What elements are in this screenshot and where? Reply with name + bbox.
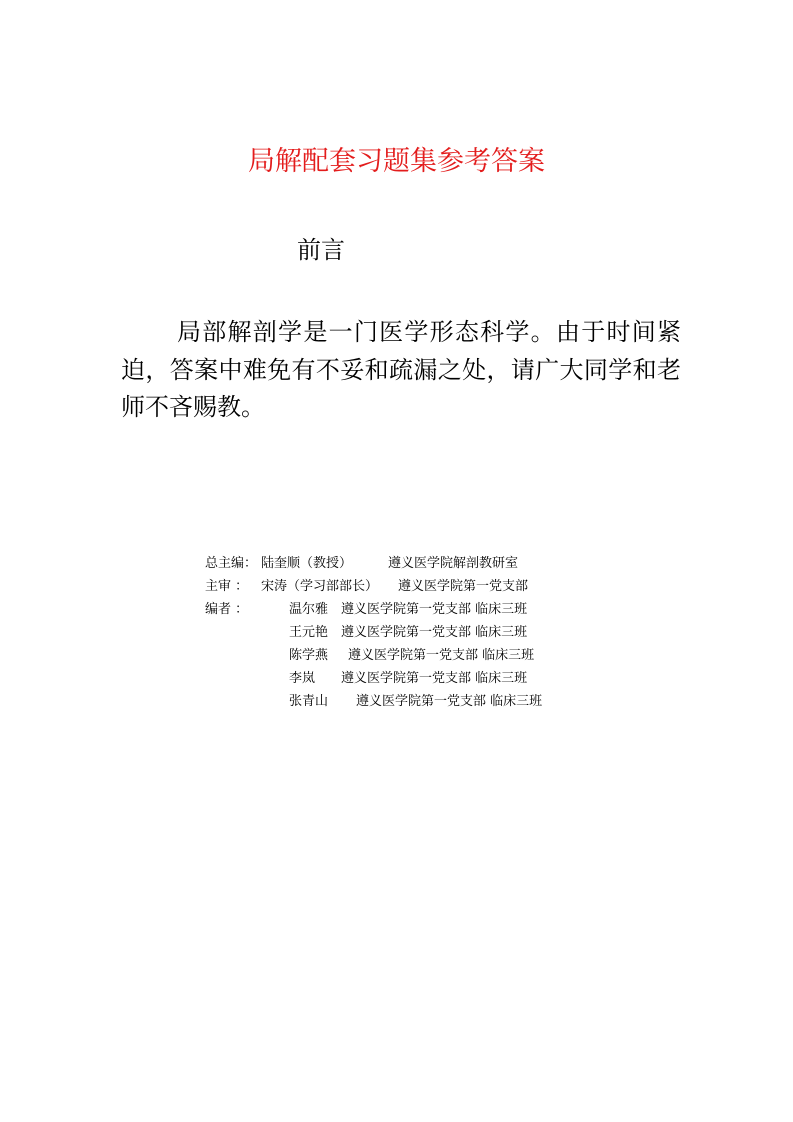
chief-editor-row (205, 552, 542, 575)
editor-entry (289, 598, 527, 621)
reviewer-name: 宋涛（学习部部长） (261, 579, 379, 594)
document-title: 局解配套习题集参考答案 (248, 146, 545, 177)
editor-name: 张青山 (289, 694, 329, 709)
reviewer-row (205, 575, 542, 598)
editor-affiliation: 遵义医学院第一党支部 临床三班 (348, 648, 535, 663)
reviewer-label: 主审 ： (205, 579, 249, 594)
editor-name: 李岚 (289, 671, 316, 686)
editor-name: 陈学燕 (289, 648, 329, 663)
section-heading-preface: 前言 (297, 236, 345, 264)
editor-affiliation: 遵义医学院第一党支部 临床三班 (341, 625, 528, 640)
editor-entry (205, 667, 542, 690)
editors-row (205, 598, 542, 621)
editor-entry (205, 690, 542, 713)
editor-entry (205, 621, 542, 644)
editor-name: 温尔雅 (289, 602, 329, 617)
editor-name: 王元艳 (289, 625, 329, 640)
editor-affiliation: 遵义医学院第一党支部 临床三班 (341, 671, 528, 686)
editor-affiliation: 遵义医学院第一党支部 临床三班 (356, 694, 543, 709)
chief-editor-name: 陆奎顺（教授） (261, 556, 353, 571)
reviewer-affiliation: 遵义医学院第一党支部 (398, 579, 529, 594)
chief-editor-label: 总主编： (205, 556, 258, 571)
chief-editor-affiliation: 遵义医学院解剖教研室 (388, 556, 519, 571)
editor-entry (205, 644, 542, 667)
credits-block (205, 552, 542, 713)
editor-affiliation: 遵义医学院第一党支部 临床三班 (341, 602, 528, 617)
editors-label: 编者 ： (205, 602, 249, 617)
preface-paragraph: 局部解剖学是一门医学形态科学。由于时间紧迫，答案中难免有不妥和疏漏之处，请广大同学和老师不吝赐教。 (121, 318, 681, 421)
